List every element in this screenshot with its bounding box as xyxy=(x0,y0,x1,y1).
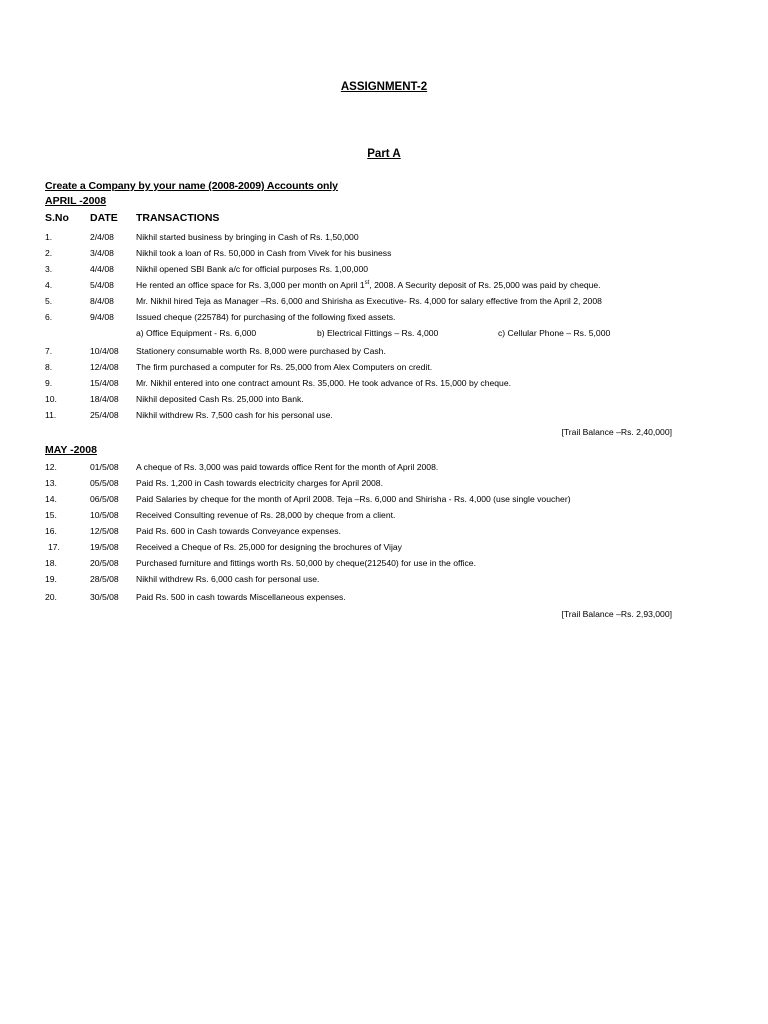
header-transactions: TRANSACTIONS xyxy=(136,212,220,224)
row-date: 25/4/08 xyxy=(90,410,119,420)
row-sno: 3. xyxy=(45,264,53,274)
row-text: Paid Rs. 500 in cash towards Miscellaneous expenses. xyxy=(136,592,346,602)
row-sno: 20. xyxy=(45,592,57,602)
row-date: 2/4/08 xyxy=(90,232,114,242)
transaction-row xyxy=(0,230,768,244)
transaction-row xyxy=(0,590,768,604)
row-sno: 15. xyxy=(45,510,57,520)
row-date: 20/5/08 xyxy=(90,558,119,568)
transaction-row xyxy=(0,476,768,490)
asset-items-row xyxy=(0,326,768,340)
row-text-part: He rented an office space for Rs. 3,000 per month on April 1 xyxy=(136,280,365,290)
row-sno: 18. xyxy=(45,558,57,568)
row-text-part: , 2008. A Security deposit of Rs. 25,000 was paid by cheque. xyxy=(369,280,601,290)
row-date: 4/4/08 xyxy=(90,264,114,274)
transaction-row xyxy=(0,278,768,292)
row-text: Stationery consumable worth Rs. 8,000 were purchased by Cash. xyxy=(136,346,386,356)
transaction-row xyxy=(0,310,768,324)
row-sno: 12. xyxy=(45,462,57,472)
row-text: Paid Salaries by cheque for the month of April 2008. Teja –Rs. 6,000 and Shirisha - Rs. 4,000 (use single voucher) xyxy=(136,494,571,504)
trial-balance-april: [Trail Balance –Rs. 2,40,000] xyxy=(561,427,672,437)
instructions-heading: Create a Company by your name (2008-2009) Accounts only xyxy=(45,180,338,192)
row-text: Nikhil withdrew Rs. 7,500 cash for his personal use. xyxy=(136,410,333,420)
row-sno: 17. xyxy=(48,542,60,552)
transaction-row xyxy=(0,572,768,586)
transaction-row xyxy=(0,376,768,390)
row-date: 28/5/08 xyxy=(90,574,119,584)
row-sno: 2. xyxy=(45,248,53,258)
asset-item: c) Cellular Phone – Rs. 5,000 xyxy=(498,328,611,338)
row-text: Purchased furniture and fittings worth Rs. 50,000 by cheque(212540) for use in the office. xyxy=(136,558,476,568)
row-sno: 11. xyxy=(45,410,57,420)
row-text: Nikhil opened SBI Bank a/c for official purposes Rs. 1,00,000 xyxy=(136,264,369,274)
transaction-row xyxy=(0,492,768,506)
month-heading-may: MAY -2008 xyxy=(45,444,97,456)
row-date: 5/4/08 xyxy=(90,280,114,290)
transaction-row xyxy=(0,294,768,308)
row-date: 10/5/08 xyxy=(90,510,119,520)
transaction-row xyxy=(0,508,768,522)
month-heading-april: APRIL -2008 xyxy=(45,195,107,207)
row-date: 15/4/08 xyxy=(90,378,119,388)
row-text: The firm purchased a computer for Rs. 25,000 from Alex Computers on credit. xyxy=(136,362,433,372)
row-text: Nikhil withdrew Rs. 6,000 cash for personal use. xyxy=(136,574,320,584)
row-date: 19/5/08 xyxy=(90,542,119,552)
row-text: Paid Rs. 1,200 in Cash towards electricity charges for April 2008. xyxy=(136,478,383,488)
row-date: 30/5/08 xyxy=(90,592,119,602)
row-sno: 16. xyxy=(45,526,57,536)
transaction-row xyxy=(0,344,768,358)
transaction-row xyxy=(0,524,768,538)
row-sno: 19. xyxy=(45,574,57,584)
transaction-row xyxy=(0,540,768,554)
row-text: Nikhil deposited Cash Rs. 25,000 into Bank. xyxy=(136,394,304,404)
row-sno: 1. xyxy=(45,232,53,242)
row-date: 18/4/08 xyxy=(90,394,119,404)
row-text: Issued cheque (225784) for purchasing of the following fixed assets. xyxy=(136,312,396,322)
transaction-row xyxy=(0,246,768,260)
row-date: 01/5/08 xyxy=(90,462,119,472)
row-text: Received Consulting revenue of Rs. 28,000 by cheque from a client. xyxy=(136,510,396,520)
row-text: A cheque of Rs. 3,000 was paid towards office Rent for the month of April 2008. xyxy=(136,462,439,472)
row-date: 06/5/08 xyxy=(90,494,119,504)
row-sno: 6. xyxy=(45,312,53,322)
row-sno: 8. xyxy=(45,362,53,372)
trial-balance-may: [Trail Balance –Rs. 2,93,000] xyxy=(561,609,672,619)
row-sno: 13. xyxy=(45,478,57,488)
row-sno: 10. xyxy=(45,394,57,404)
row-date: 8/4/08 xyxy=(90,296,114,306)
header-date: DATE xyxy=(90,212,118,224)
part-title: Part A xyxy=(367,148,401,160)
row-date: 9/4/08 xyxy=(90,312,114,322)
assignment-title: ASSIGNMENT-2 xyxy=(340,81,428,93)
asset-item: b) Electrical Fittings – Rs. 4,000 xyxy=(317,328,439,338)
row-date: 12/4/08 xyxy=(90,362,119,372)
transaction-row xyxy=(0,262,768,276)
row-text: Nikhil took a loan of Rs. 50,000 in Cash from Vivek for his business xyxy=(136,248,392,258)
asset-item: a) Office Equipment - Rs. 6,000 xyxy=(136,328,257,338)
row-sno: 9. xyxy=(45,378,53,388)
row-text xyxy=(136,278,601,292)
transaction-row xyxy=(0,360,768,374)
row-date: 10/4/08 xyxy=(90,346,119,356)
row-date: 12/5/08 xyxy=(90,526,119,536)
transaction-row xyxy=(0,460,768,474)
transaction-row xyxy=(0,392,768,406)
transaction-row xyxy=(0,408,768,422)
row-text: Nikhil started business by bringing in Cash of Rs. 1,50,000 xyxy=(136,232,359,242)
row-sno: 7. xyxy=(45,346,53,356)
row-sno: 4. xyxy=(45,280,53,290)
row-sno: 5. xyxy=(45,296,53,306)
row-text: Mr. Nikhil hired Teja as Manager –Rs. 6,000 and Shirisha as Executive- Rs. 4,000 for salary effective from the April 2, 2008 xyxy=(136,296,602,306)
row-sno: 14. xyxy=(45,494,57,504)
row-text: Received a Cheque of Rs. 25,000 for designing the brochures of Vijay xyxy=(136,542,402,552)
row-text: Paid Rs. 600 in Cash towards Conveyance expenses. xyxy=(136,526,341,536)
transaction-row xyxy=(0,556,768,570)
ordinal-suffix: st xyxy=(364,280,370,287)
header-sno: S.No xyxy=(45,212,69,224)
row-text: Mr. Nikhil entered into one contract amount Rs. 35,000. He took advance of Rs. 15,000 by cheque. xyxy=(136,378,512,388)
row-date: 05/5/08 xyxy=(90,478,119,488)
row-date: 3/4/08 xyxy=(90,248,114,258)
